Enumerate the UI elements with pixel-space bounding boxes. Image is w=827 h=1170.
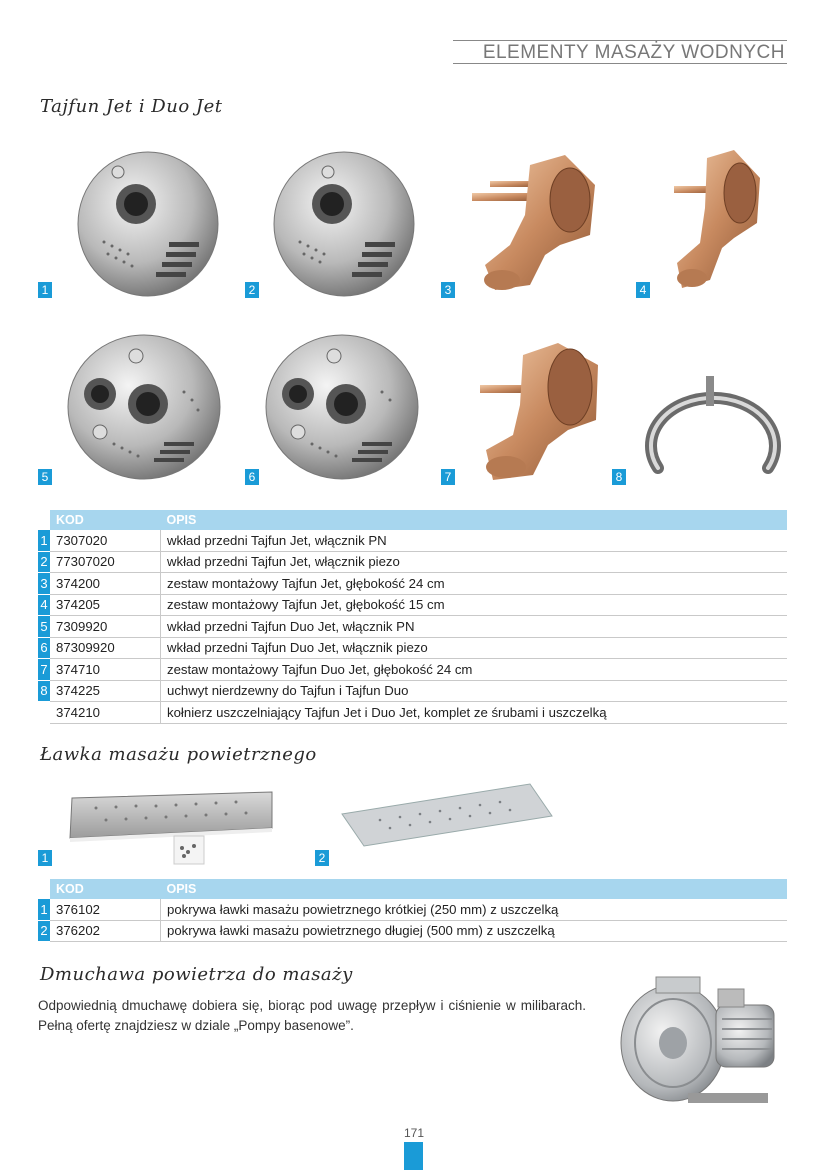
header-rule-bottom [453,63,787,64]
row-number: 2 [38,551,50,573]
header-desc: OPIS [161,879,788,899]
badge-2: 2 [245,282,259,298]
row-code: 374200 [50,573,161,595]
row-number [38,702,50,724]
tajfun-jet-mount-24-image [470,145,600,300]
row-desc: zestaw montażowy Tajfun Jet, głębokość 24 cm [161,573,788,595]
row-number: 6 [38,637,50,659]
row-code: 374710 [50,659,161,681]
row-number: 3 [38,573,50,595]
tajfun-code-table [38,510,787,724]
tajfun-duo-jet-mount-image [478,335,603,485]
bench-code-table [38,879,787,942]
row-desc: zestaw montażowy Tajfun Duo Jet, głębokość 24 cm [161,659,788,681]
tajfun-duo-jet-piezo-image [262,332,422,482]
badge-4: 4 [636,282,650,298]
table-header-row [38,879,787,899]
row-desc: zestaw montażowy Tajfun Jet, głębokość 15 cm [161,594,788,616]
air-blower-image [618,975,783,1115]
section-title-bench: Ławka masażu powietrznego [40,744,317,765]
badge-3: 3 [441,282,455,298]
page-number: 171 [404,1126,425,1140]
row-code: 77307020 [50,551,161,573]
row-number: 7 [38,659,50,681]
table-row [38,573,787,595]
row-desc: wkład przedni Tajfun Jet, włącznik piezo [161,551,788,573]
row-code: 7307020 [50,530,161,551]
stainless-holder-image [638,368,788,488]
row-desc: kołnierz uszczelniający Tajfun Jet i Duo Jet, komplet ze śrubami i uszczelką [161,702,788,724]
page-header-title: ELEMENTY MASAŻY WODNYCH [482,42,785,63]
row-number: 1 [38,899,50,920]
table-row [38,899,787,920]
tajfun-duo-jet-pn-image [64,332,224,482]
table-row [38,594,787,616]
table-row [38,659,787,681]
row-number: 5 [38,616,50,638]
table-row [38,920,787,942]
blower-description: Odpowiednią dmuchawę dobiera się, biorąc pod uwagę przepływ i ciśnienie w milibarach. Pełną ofertę znajdziesz w dziale „Pompy basenowe”. [38,998,586,1033]
row-code: 376102 [50,899,161,920]
tajfun-jet-piezo-image [270,142,418,300]
row-code: 87309920 [50,637,161,659]
badge-8: 8 [612,469,626,485]
row-number: 2 [38,920,50,942]
row-code: 376202 [50,920,161,942]
header-desc: OPIS [161,510,788,530]
bench-badge-1: 1 [38,850,52,866]
badge-5: 5 [38,469,52,485]
bench-cover-short-image [66,786,276,868]
header-blank [38,879,50,899]
row-desc: wkład przedni Tajfun Duo Jet, włącznik piezo [161,637,788,659]
bench-cover-long-image [340,782,555,850]
section-title-blower: Dmuchawa powietrza do masaży [40,964,353,985]
row-code: 374210 [50,702,161,724]
header-code: KOD [50,510,161,530]
row-desc: wkład przedni Tajfun Jet, włącznik PN [161,530,788,551]
row-desc: uchwyt nierdzewny do Tajfun i Tajfun Duo [161,680,788,702]
row-desc: pokrywa ławki masażu powietrznego krótkiej (250 mm) z uszczelką [161,899,788,920]
row-desc: pokrywa ławki masażu powietrznego długiej (500 mm) z uszczelką [161,920,788,942]
table-row [38,530,787,551]
page-tab-marker [404,1142,423,1170]
table-header-row [38,510,787,530]
table-row [38,616,787,638]
badge-6: 6 [245,469,259,485]
tajfun-jet-mount-15-image [672,148,762,298]
row-code: 374225 [50,680,161,702]
bench-badge-2: 2 [315,850,329,866]
header-code: KOD [50,879,161,899]
row-desc: wkład przedni Tajfun Duo Jet, włącznik PN [161,616,788,638]
section-title-tajfun: Tajfun Jet i Duo Jet [40,96,223,117]
table-row [38,680,787,702]
badge-1: 1 [38,282,52,298]
row-code: 7309920 [50,616,161,638]
table-row [38,637,787,659]
row-number: 1 [38,530,50,551]
row-number: 4 [38,594,50,616]
row-number: 8 [38,680,50,702]
table-row [38,551,787,573]
tajfun-jet-pn-image [74,142,222,300]
row-code: 374205 [50,594,161,616]
table-row [38,702,787,724]
badge-7: 7 [441,469,455,485]
header-rule-top [453,40,787,41]
header-blank [38,510,50,530]
